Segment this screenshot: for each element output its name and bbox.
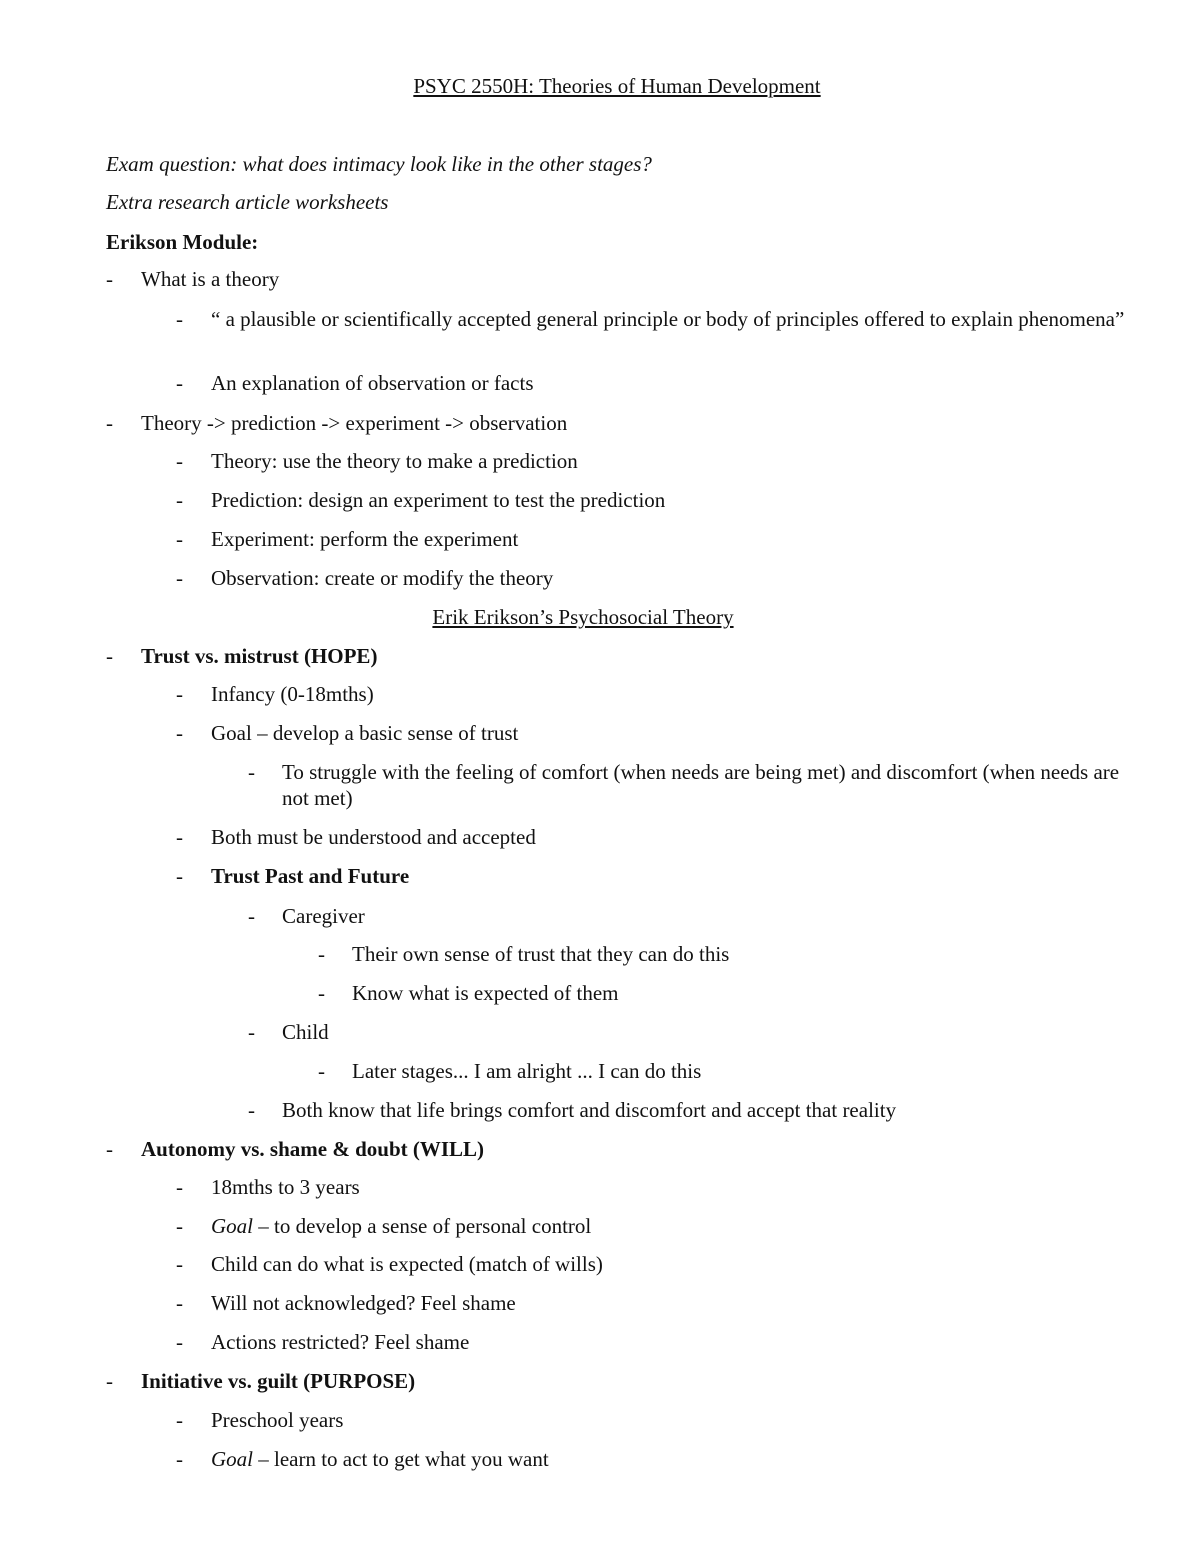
list-item: Caregiver (282, 904, 365, 928)
list-item: Child can do what is expected (match of wills) (211, 1252, 603, 1276)
list-item: Theory -> prediction -> experiment -> observation (141, 411, 568, 435)
list-item: Their own sense of trust that they can do this (352, 942, 730, 966)
bullet-dash: - (106, 267, 113, 291)
bullet-dash: - (248, 1098, 255, 1122)
bullet-dash: - (176, 307, 183, 331)
bullet-dash: - (176, 1447, 183, 1471)
module-heading: Erikson Module: (106, 230, 259, 254)
bullet-dash: - (106, 644, 113, 668)
goal-label: Goal (211, 1214, 253, 1238)
bullet-dash: - (176, 488, 183, 512)
list-item: Experiment: perform the experiment (211, 527, 519, 551)
list-item: Preschool years (211, 1408, 344, 1432)
bullet-dash: - (318, 942, 325, 966)
bullet-dash: - (176, 566, 183, 590)
goal-label: Goal (211, 1447, 253, 1471)
bullet-dash: - (106, 411, 113, 435)
list-item: Autonomy vs. shame & doubt (WILL) (141, 1137, 485, 1161)
list-item: An explanation of observation or facts (211, 371, 534, 395)
list-item: Prediction: design an experiment to test the prediction (211, 488, 666, 512)
exam-question-note: Exam question: what does intimacy look like in the other stages? (106, 152, 652, 176)
list-item: Initiative vs. guilt (PURPOSE) (141, 1369, 416, 1393)
goal-text: – to develop a sense of personal control (253, 1214, 592, 1238)
list-item: Both know that life brings comfort and discomfort and accept that reality (282, 1098, 897, 1122)
bullet-dash: - (176, 1330, 183, 1354)
bullet-dash: - (176, 825, 183, 849)
bullet-dash: - (318, 981, 325, 1005)
bullet-dash: - (176, 1291, 183, 1315)
list-item: “ a plausible or scientifically accepted general principle or body of principles offered to explain phenomena” (211, 307, 1125, 331)
bullet-dash: - (248, 904, 255, 928)
bullet-dash: - (176, 1214, 183, 1238)
list-item: Observation: create or modify the theory (211, 566, 554, 590)
list-item: Infancy (0-18mths) (211, 682, 374, 706)
bullet-dash: - (318, 1059, 325, 1083)
bullet-dash: - (176, 864, 183, 888)
list-item: 18mths to 3 years (211, 1175, 360, 1199)
bullet-dash: - (248, 1020, 255, 1044)
list-item: Goal – develop a basic sense of trust (211, 721, 519, 745)
list-item (211, 1446, 549, 1472)
list-item: Theory: use the theory to make a prediction (211, 449, 578, 473)
list-item: To struggle with the feeling of comfort (when needs are being met) and discomfort (when needs are not met) (282, 760, 1120, 810)
section-heading: Erik Erikson’s Psychosocial Theory (432, 605, 734, 629)
bullet-dash: - (176, 682, 183, 706)
list-item: Will not acknowledged? Feel shame (211, 1291, 516, 1315)
document-title: PSYC 2550H: Theories of Human Development (413, 74, 821, 98)
list-item (211, 1213, 591, 1239)
bullet-dash: - (176, 1252, 183, 1276)
bullet-dash: - (106, 1369, 113, 1393)
bullet-dash: - (248, 760, 255, 784)
list-item: Both must be understood and accepted (211, 825, 536, 849)
list-item: Trust vs. mistrust (HOPE) (141, 644, 378, 668)
list-item: Child (282, 1020, 329, 1044)
bullet-dash: - (176, 1175, 183, 1199)
bullet-dash: - (176, 721, 183, 745)
bullet-dash: - (176, 1408, 183, 1432)
list-item: Trust Past and Future (211, 864, 410, 888)
bullet-dash: - (106, 1137, 113, 1161)
worksheets-note: Extra research article worksheets (106, 190, 389, 214)
goal-text: – learn to act to get what you want (253, 1447, 549, 1471)
list-item: Actions restricted? Feel shame (211, 1330, 470, 1354)
list-item: Know what is expected of them (352, 981, 619, 1005)
list-item: Later stages... I am alright ... I can do this (352, 1059, 702, 1083)
bullet-dash: - (176, 449, 183, 473)
bullet-dash: - (176, 371, 183, 395)
bullet-dash: - (176, 527, 183, 551)
list-item: What is a theory (141, 267, 280, 291)
